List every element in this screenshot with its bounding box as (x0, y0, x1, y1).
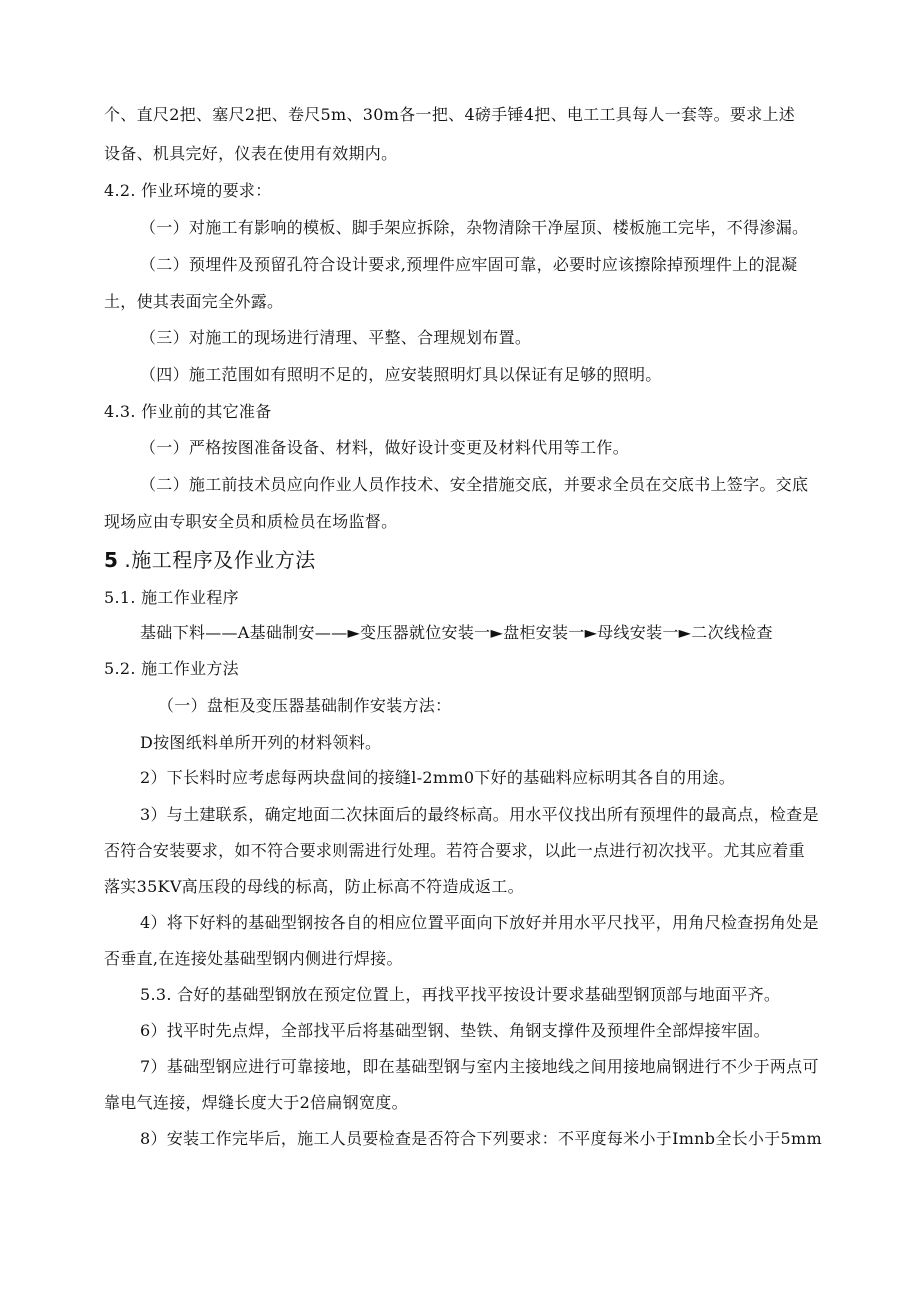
section-heading-5-2: 5.2. 施工作业方法 (104, 659, 239, 678)
paragraph-line: 否符合安装要求，如不符合要求则需进行处理。若符合要求，以此一点进行初次找平。尤其应着重 (104, 841, 805, 860)
paragraph-line: 落实35KV高压段的母线的标高，防止标高不符造成返工。 (104, 877, 524, 896)
paragraph-line: 7）基础型钢应进行可靠接地，即在基础型钢与室内主接地线之间用接地扁钢进行不少于两点可 (140, 1057, 819, 1076)
paragraph-line: 3）与土建联系，确定地面二次抹面后的最终标高。用水平仪找出所有预埋件的最高点，检查是 (140, 805, 819, 824)
paragraph-line: （二）施工前技术员应向作业人员作技术、安全措施交底，并要求全员在交底书上签字。交底 (140, 475, 809, 494)
chapter-number: 5 (104, 548, 119, 572)
paragraph-line: 4）将下好料的基础型钢按各自的相应位置平面向下放好并用水平尺找平，用角尺检查拐角处是 (140, 913, 819, 932)
paragraph-line: D按图纸料单所开列的材料领料。 (140, 733, 382, 752)
chapter-title: .施工程序及作业方法 (124, 548, 316, 572)
section-heading-5-1: 5.1. 施工作业程序 (104, 588, 239, 607)
paragraph-line: 6）找平时先点焊，全部找平后将基础型钢、垫铁、角钢支撑件及预埋件全部焊接牢固。 (140, 1021, 770, 1040)
paragraph-line: 土，使其表面完全外露。 (104, 292, 284, 311)
paragraph-line: （三）对施工的现场进行清理、平整、合理规划布置。 (140, 328, 532, 347)
paragraph-line: 8）安装工作完毕后，施工人员要检查是否符合下列要求：不平度每米小于Imnb全长小于5mm (140, 1129, 822, 1148)
chapter-heading-5 (104, 547, 316, 573)
paragraph-line: 设备、机具完好，仪表在使用有效期内。 (104, 144, 398, 163)
process-flow-line: 基础下料——A基础制安——►变压器就位安装一►盘柜安装一►母线安装一►二次线检查 (140, 623, 773, 642)
paragraph-line: （一）盘柜及变压器基础制作安装方法： (158, 696, 452, 715)
section-heading-4-3: 4.3. 作业前的其它准备 (104, 402, 272, 421)
paragraph-line: （一）对施工有影响的模板、脚手架应拆除，杂物清除干净屋顶、楼板施工完毕，不得渗漏。 (140, 218, 809, 237)
paragraph-line: 个、直尺2把、塞尺2把、卷尺5m、30m各一把、4磅手锤4把、电工工具每人一套等。要求上述 (104, 105, 796, 124)
paragraph-line: （二）预埋件及预留孔符合设计要求,预埋件应牢固可靠，必要时应该擦除掉预埋件上的混凝 (140, 255, 798, 274)
paragraph-line: 靠电气连接，焊缝长度大于2倍扁钢宽度。 (104, 1093, 408, 1112)
paragraph-line: 现场应由专职安全员和质检员在场监督。 (104, 512, 398, 531)
paragraph-line: 否垂直,在连接处基础型钢内侧进行焊接。 (104, 949, 403, 968)
paragraph-line: （一）严格按图准备设备、材料，做好设计变更及材料代用等工作。 (140, 438, 630, 457)
paragraph-line: 5.3. 合好的基础型钢放在预定位置上，再找平找平按设计要求基础型钢顶部与地面平齐。 (140, 985, 781, 1004)
section-heading-4-2: 4.2. 作业环境的要求： (104, 181, 272, 200)
paragraph-line: 2）下长料时应考虑每两块盘间的接缝l-2mm0下好的基础料应标明其各自的用途。 (140, 768, 736, 787)
paragraph-line: （四）施工范围如有照明不足的，应安装照明灯具以保证有足够的照明。 (140, 365, 662, 384)
